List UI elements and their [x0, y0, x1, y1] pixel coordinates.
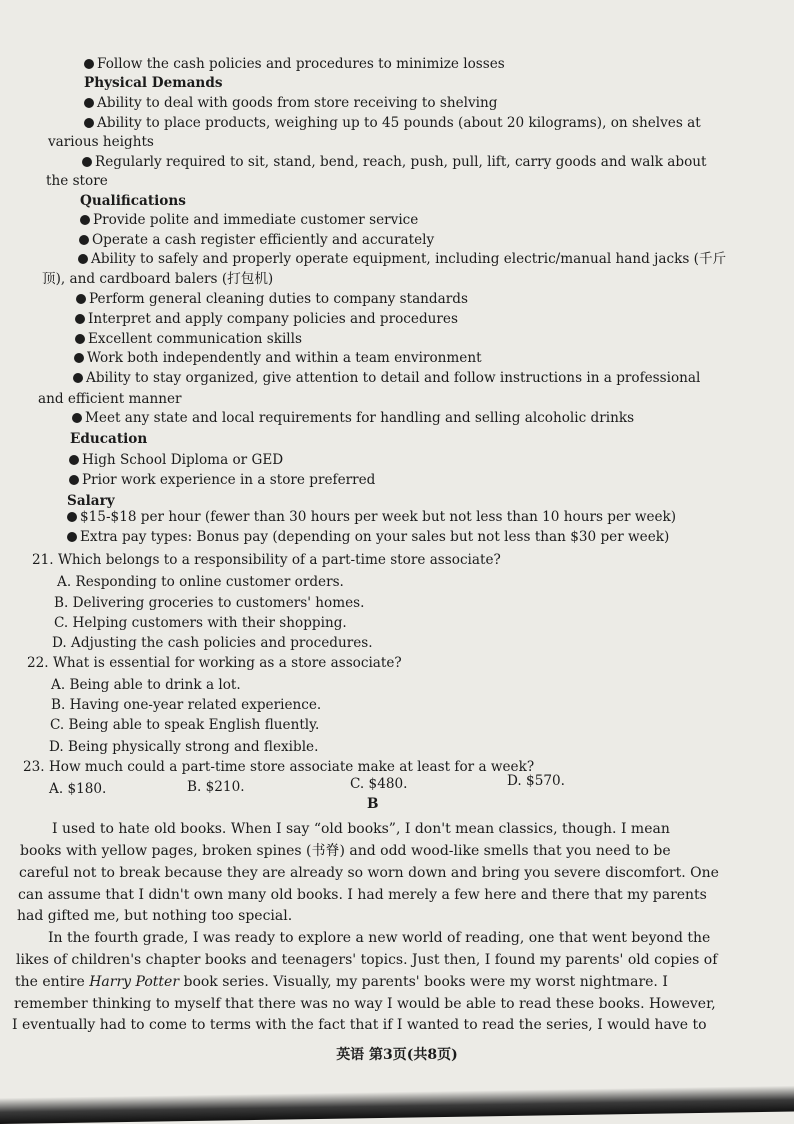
bullet-equipment: Ability to safely and properly operate equipment, including electric/manual hand jacks (千斤 — [78, 250, 726, 268]
passage-line: I eventually had to come to terms with the fact that if I wanted to read the series, I would have to — [12, 1017, 707, 1033]
bullet-alcohol: Meet any state and local requirements for handling and selling alcoholic drinks — [72, 409, 634, 427]
passage-text: book series. Visually, my parents' books were my worst nightmare. I — [179, 974, 668, 990]
passage-line: likes of children's chapter books and teenagers' topics. Just then, I found my parents' old copies of — [16, 952, 718, 968]
q21-option-d: D. Adjusting the cash policies and procedures. — [52, 635, 373, 651]
passage-line: I used to hate old books. When I say “old books”, I don't mean classics, though. I mean — [52, 821, 670, 837]
q21-option-b: B. Delivering groceries to customers' homes. — [54, 595, 365, 611]
question-22-stem: 22. What is essential for working as a store associate? — [27, 655, 402, 671]
bullet-prior-experience: Prior work experience in a store preferred — [69, 471, 375, 489]
bullet-place-products: Ability to place products, weighing up to 45 pounds (about 20 kilograms), on shelves at — [84, 114, 701, 132]
book-title-harry-potter: Harry Potter — [89, 974, 180, 990]
passage-line: books with yellow pages, broken spines (书脊) and odd wood-like smells that you need to be — [20, 843, 671, 859]
bullet-hourly-pay: $15-$18 per hour (fewer than 30 hours per week but not less than 10 hours per week) — [67, 508, 676, 526]
heading-salary: Salary — [67, 493, 115, 509]
q23-option-b: B. $210. — [187, 779, 245, 795]
q21-option-a: A. Responding to online customer orders. — [57, 574, 344, 590]
q23-option-c: C. $480. — [350, 776, 408, 792]
bullet-cleaning: Perform general cleaning duties to company standards — [76, 290, 468, 308]
passage-line: In the fourth grade, I was ready to explore a new world of reading, one that went beyond the — [48, 930, 711, 946]
passage-line: had gifted me, but nothing too special. — [17, 908, 293, 924]
q23-option-a: A. $180. — [49, 781, 107, 797]
passage-line: remember thinking to myself that there was no way I would be able to read these books. However, — [14, 996, 716, 1012]
bullet-cash-register: Operate a cash register efficiently and accurately — [79, 231, 434, 249]
heading-physical-demands: Physical Demands — [84, 75, 223, 91]
q22-option-b: B. Having one-year related experience. — [51, 697, 322, 713]
bullet-deal-goods: Ability to deal with goods from store receiving to shelving — [84, 94, 497, 112]
bullet-company-policies: Interpret and apply company policies and procedures — [75, 310, 458, 328]
bullet-communication: Excellent communication skills — [75, 330, 302, 348]
bullet-diploma: High School Diploma or GED — [69, 451, 283, 469]
bullet-customer-service: Provide polite and immediate customer service — [80, 211, 418, 229]
page-footer: 英语 第3页(共8页) — [336, 1047, 458, 1063]
passage-line: careful not to break because they are already so worn down and bring you severe discomfort. One — [19, 865, 719, 881]
passage-line: can assume that I didn't own many old books. I had merely a few here and there that my parents — [18, 887, 707, 903]
bullet-cash-policies: Follow the cash policies and procedures to minimize losses — [84, 55, 505, 73]
passage-text: the entire — [15, 974, 90, 990]
bullet-physical-actions: Regularly required to sit, stand, bend, reach, push, pull, lift, carry goods and walk about — [82, 153, 706, 171]
heading-education: Education — [70, 431, 148, 447]
question-23-stem: 23. How much could a part-time store associate make at least for a week? — [23, 759, 535, 775]
q21-option-c: C. Helping customers with their shopping. — [54, 615, 347, 631]
scan-shadow — [0, 1086, 794, 1124]
text-line: and efficient manner — [38, 391, 182, 407]
heading-qualifications: Qualifications — [80, 193, 186, 209]
q22-option-c: C. Being able to speak English fluently. — [50, 717, 320, 733]
q22-option-a: A. Being able to drink a lot. — [51, 677, 241, 693]
question-21-stem: 21. Which belongs to a responsibility of a part-time store associate? — [32, 552, 501, 568]
bullet-teamwork: Work both independently and within a team environment — [74, 349, 482, 367]
q22-option-d: D. Being physically strong and flexible. — [49, 739, 319, 755]
passage-line-harry-potter — [15, 973, 668, 991]
text-line: various heights — [48, 134, 154, 150]
bullet-bonus-pay: Extra pay types: Bonus pay (depending on your sales but not less than $30 per week) — [67, 528, 669, 546]
bullet-organized: Ability to stay organized, give attention to detail and follow instructions in a professional — [73, 369, 700, 387]
section-b-heading: B — [367, 796, 379, 812]
q23-option-d: D. $570. — [507, 773, 565, 789]
text-line: 顶), and cardboard balers (打包机) — [42, 271, 274, 287]
text-line: the store — [46, 173, 108, 189]
